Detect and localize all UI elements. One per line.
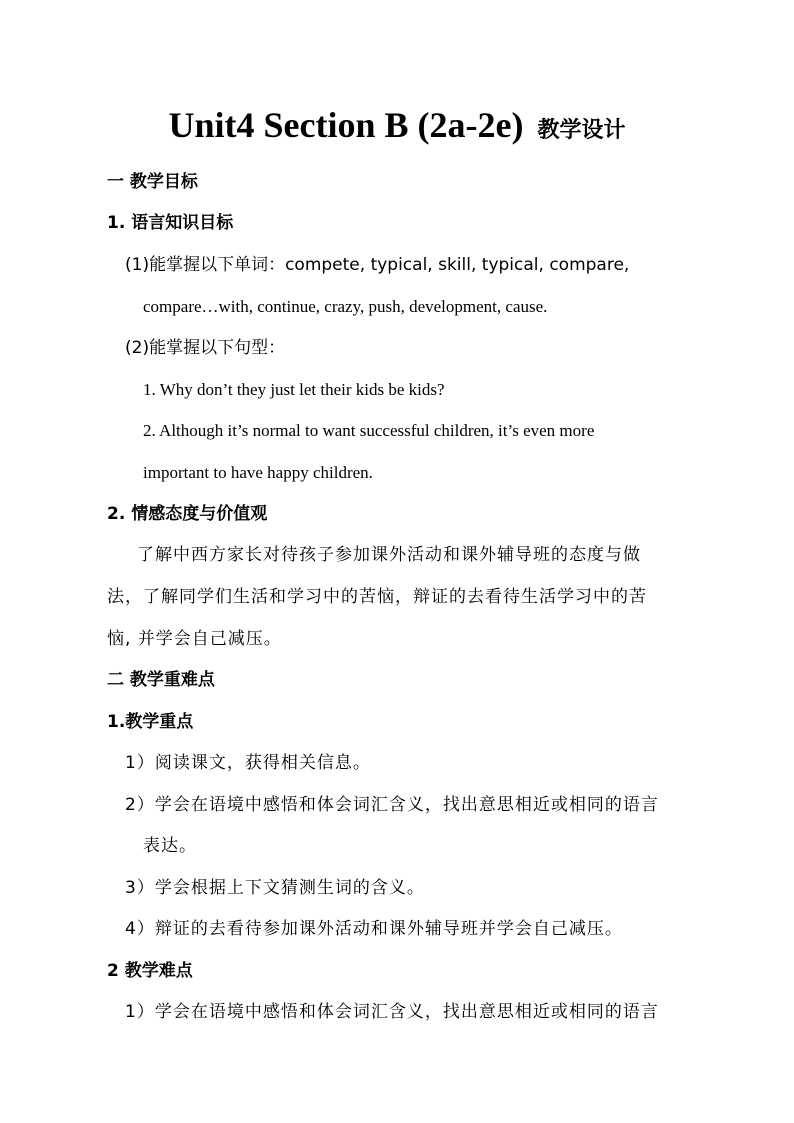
key-point-3: 3）学会根据上下文猜测生词的含义。 xyxy=(125,878,425,898)
sentence-2-line-2: important to have happy children. xyxy=(143,463,373,482)
values-paragraph-line-1: 了解中西方家长对待孩子参加课外活动和课外辅导班的态度与做 xyxy=(137,545,641,565)
subheading-attitudes-values: 2. 情感态度与价值观 xyxy=(107,504,268,524)
key-point-4: 4）辩证的去看待参加课外活动和课外辅导班并学会自己减压。 xyxy=(125,919,623,939)
subheading-language-knowledge: 1. 语言知识目标 xyxy=(107,213,234,233)
vocab-item-line-2: compare…with, continue, crazy, push, development, cause. xyxy=(143,297,548,316)
section-heading-teaching-goals: 一 教学目标 xyxy=(107,172,198,192)
subheading-difficult-points: 2 教学难点 xyxy=(107,961,193,981)
subheading-key-points: 1.教学重点 xyxy=(107,712,194,732)
page-title xyxy=(0,104,794,146)
vocab-item-line-1: (1)能掌握以下单词：compete, typical, skill, typical, compare, xyxy=(125,255,630,275)
sentence-patterns-item: (2)能掌握以下句型： xyxy=(125,338,286,358)
key-point-2-line-1: 2）学会在语境中感悟和体会词汇含义，找出意思相近或相同的语言 xyxy=(125,795,659,815)
sentence-2-line-1: 2. Although it’s normal to want successful children, it’s even more xyxy=(143,421,595,440)
title-english: Unit4 Section B (2a-2e) xyxy=(168,105,524,145)
values-paragraph-line-3: 恼, 并学会自己减压。 xyxy=(107,629,282,649)
values-paragraph-line-2: 法，了解同学们生活和学习中的苦恼，辩证的去看待生活学习中的苦 xyxy=(107,587,647,607)
key-point-1: 1）阅读课文，获得相关信息。 xyxy=(125,753,371,773)
title-chinese: 教学设计 xyxy=(537,118,626,143)
sentence-1: 1. Why don’t they just let their kids be kids? xyxy=(143,380,445,399)
key-point-2-line-2: 表达。 xyxy=(143,836,197,856)
section-heading-key-difficult-points: 二 教学重难点 xyxy=(107,670,215,690)
difficult-point-1-line-1: 1）学会在语境中感悟和体会词汇含义，找出意思相近或相同的语言 xyxy=(125,1002,659,1022)
